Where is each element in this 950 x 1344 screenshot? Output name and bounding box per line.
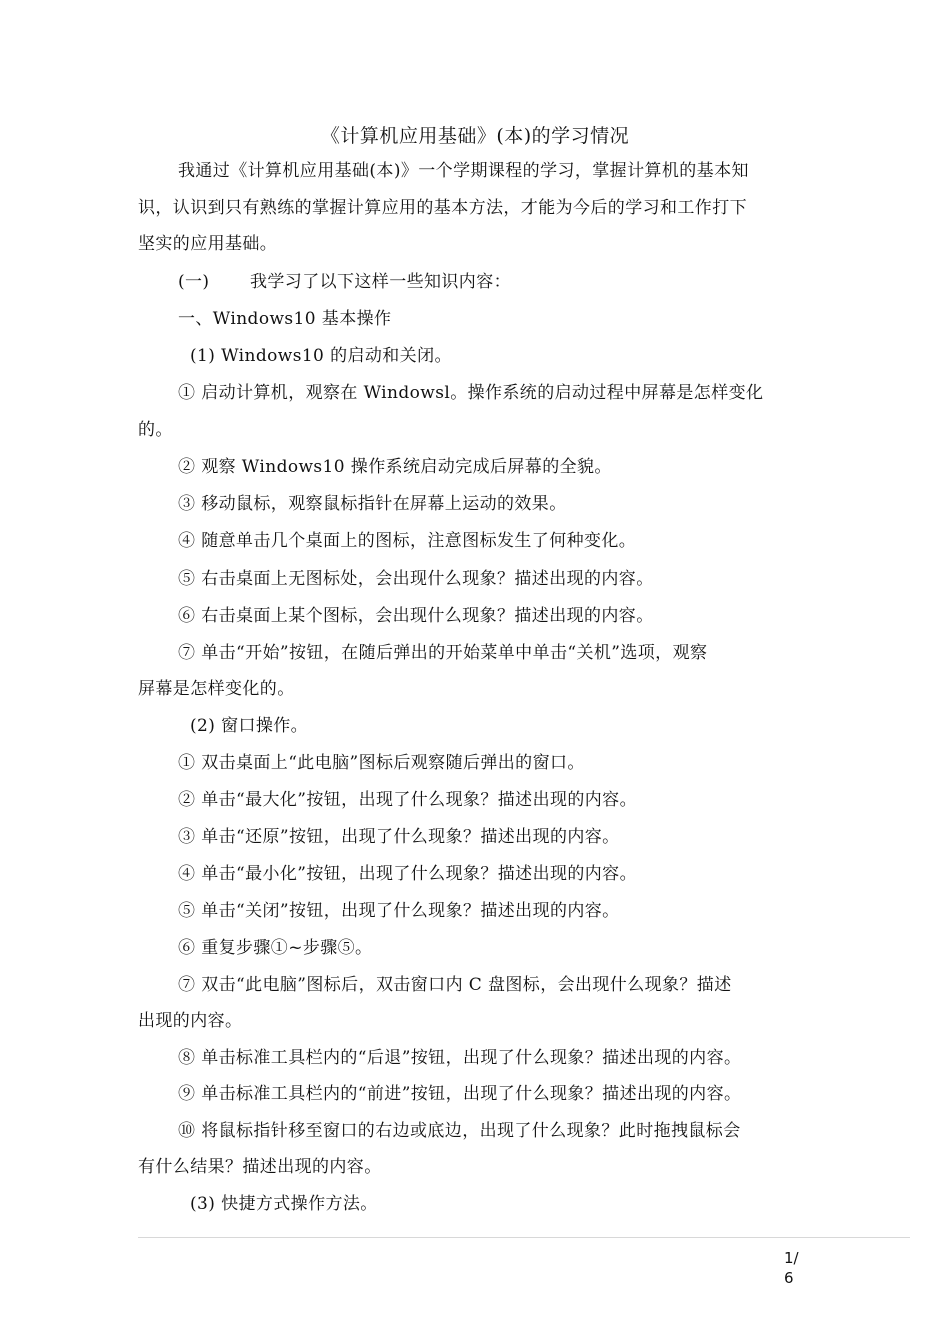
list-item: ⑨ 单击标准工具栏内的“前进”按钮，出现了什么现象？描述出现的内容。 xyxy=(178,1084,742,1104)
subheading-startup: (1) Windows10 的启动和关闭。 xyxy=(190,346,452,366)
section-heading xyxy=(178,271,511,293)
list-item: ⑦ 双击“此电脑”图标后，双击窗口内 C 盘图标，会出现什么现象？描述 xyxy=(178,975,732,995)
page-number-total: 6 xyxy=(784,1269,794,1287)
list-item: ⑤ 右击桌面上无图标处，会出现什么现象？描述出现的内容。 xyxy=(178,569,654,589)
list-item: ③ 移动鼠标，观察鼠标指针在屏幕上运动的效果。 xyxy=(178,494,567,514)
list-item: ② 单击“最大化”按钮，出现了什么现象？描述出现的内容。 xyxy=(178,790,637,810)
page-title: 《计算机应用基础》(本)的学习情况 xyxy=(320,125,630,147)
list-item-continuation: 屏幕是怎样变化的。 xyxy=(138,679,295,699)
list-item: ⑥ 右击桌面上某个图标，会出现什么现象？描述出现的内容。 xyxy=(178,606,654,626)
list-item-continuation: 有什么结果？描述出现的内容。 xyxy=(138,1157,382,1177)
list-item: ③ 单击“还原”按钮，出现了什么现象？描述出现的内容。 xyxy=(178,827,620,847)
list-item: ⑩ 将鼠标指针移至窗口的右边或底边，出现了什么现象？此时拖拽鼠标会 xyxy=(178,1121,741,1141)
list-item-continuation: 的。 xyxy=(138,420,173,440)
list-item-continuation: 出现的内容。 xyxy=(138,1011,243,1031)
subheading-shortcut: (3) 快捷方式操作方法。 xyxy=(190,1194,378,1214)
section-text: 我学习了以下这样一些知识内容： xyxy=(250,272,511,292)
list-item: ⑧ 单击标准工具栏内的“后退”按钮，出现了什么现象？描述出现的内容。 xyxy=(178,1048,742,1068)
footer-divider xyxy=(138,1237,910,1238)
intro-line-2: 识，认识到只有熟练的掌握计算应用的基本方法，才能为今后的学习和工作打下 xyxy=(138,198,747,218)
list-item: ⑦ 单击“开始”按钮，在随后弹出的开始菜单中单击“关机”选项，观察 xyxy=(178,643,708,663)
list-item: ⑤ 单击“关闭”按钮，出现了什么现象？描述出现的内容。 xyxy=(178,901,620,921)
heading-windows10: 一、Windows10 基本操作 xyxy=(178,309,392,329)
list-item: ① 启动计算机，观察在 Windowsl。操作系统的启动过程中屏幕是怎样变化 xyxy=(178,383,764,403)
page-number-current: 1/ xyxy=(784,1249,799,1267)
subheading-window-ops: (2) 窗口操作。 xyxy=(190,716,309,736)
intro-line-3: 坚实的应用基础。 xyxy=(138,234,278,254)
section-label: (一) xyxy=(178,272,210,292)
list-item: ② 观察 Windows10 操作系统启动完成后屏幕的全貌。 xyxy=(178,457,612,477)
page-number xyxy=(784,1248,804,1288)
list-item: ⑥ 重复步骤①~步骤⑤。 xyxy=(178,938,373,958)
list-item: ④ 随意单击几个桌面上的图标，注意图标发生了何种变化。 xyxy=(178,531,637,551)
list-item: ① 双击桌面上“此电脑”图标后观察随后弹出的窗口。 xyxy=(178,753,585,773)
intro-line-1: 我通过《计算机应用基础(本)》一个学期课程的学习，掌握计算机的基本知 xyxy=(178,161,749,181)
list-item: ④ 单击“最小化”按钮，出现了什么现象？描述出现的内容。 xyxy=(178,864,637,884)
